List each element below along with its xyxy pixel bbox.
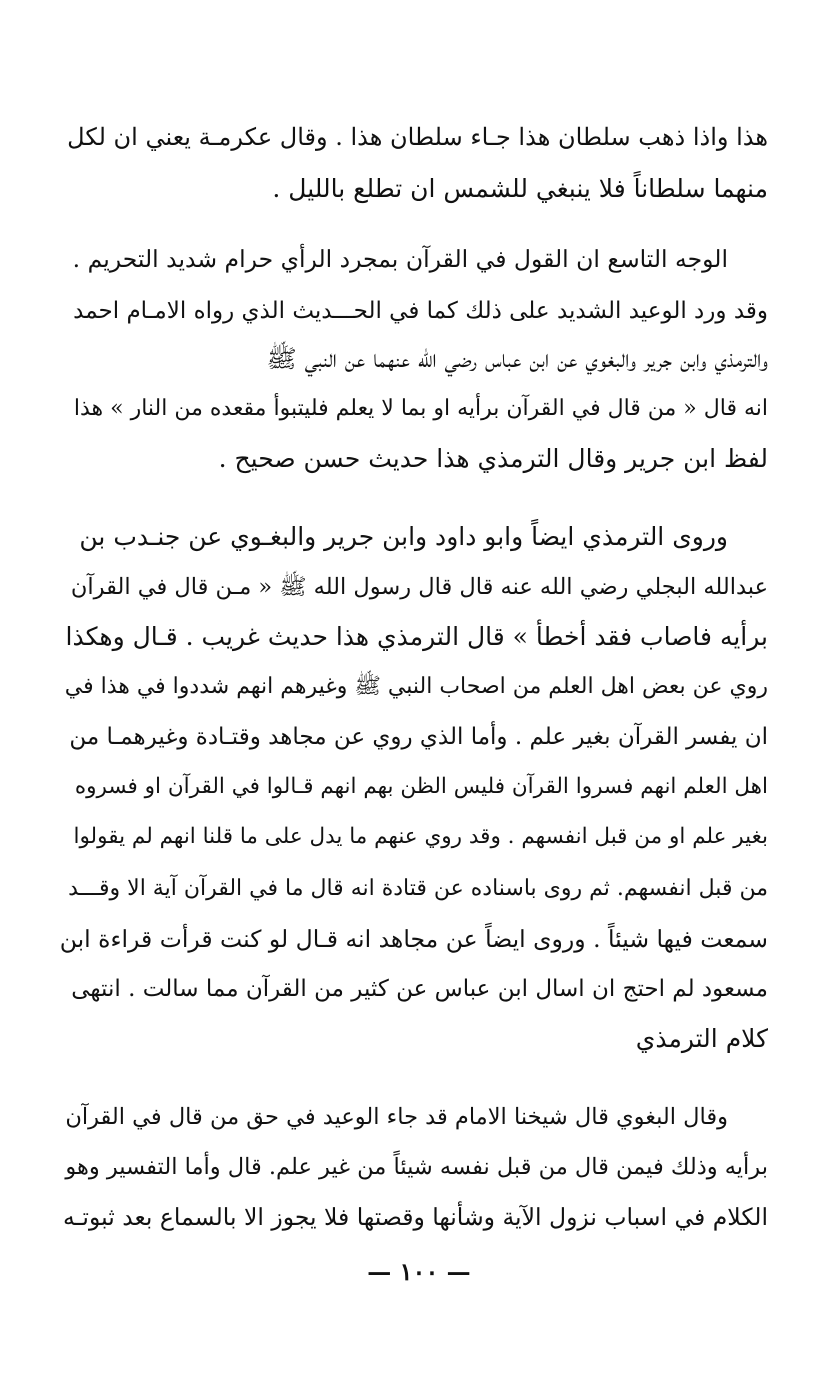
text-line: برأيه وذلك فيمن قال من قبل نفسه شيئاً من غير علم. قال وأما التفسير وهو: [65, 1154, 768, 1180]
text-line: وقال البغوي قال شيخنا الامام قد جاء الوعيد في حق من قال في القرآن: [65, 1104, 728, 1130]
text-line: وروى الترمذي ايضاً وابو داود وابن جرير والبغـوي عن جنـدب بن: [79, 522, 728, 551]
text-line: منهما سلطاناً فلا ينبغي للشمس ان تطلع بالليل .: [272, 174, 768, 203]
page-number: — ١٠٠ —: [367, 1257, 471, 1286]
text-line: ان يفسر القرآن بغير علم . وأما الذي روي عن مجاهد وقتـادة وغيرهمـا من: [69, 724, 768, 750]
text-line: وقد ورد الوعيد الشديد على ذلك كما في الحـــديث الذي رواه الامـام احمد: [73, 298, 768, 324]
text-line: اهل العلم انهم فسروا القرآن فليس الظن بهم انهم قـالوا في القرآن او فسروه: [74, 774, 768, 799]
text-line: لفظ ابن جرير وقال الترمذي هذا حديث حسن صحيح .: [218, 444, 768, 473]
text-line: انه قال « من قال في القرآن برأيه او بما لا يعلم فليتبوأ مقعده من النار » هذا: [73, 396, 768, 421]
text-line: برأيه فاصاب فقد أخطأ » قال الترمذي هذا حديث غريب . قـال وهكذا: [65, 622, 768, 651]
text-line: الوجه التاسع ان القول في القرآن بمجرد الرأي حرام شديد التحريم .: [72, 245, 728, 273]
text-line: هذا واذا ذهب سلطان هذا جـاء سلطان هذا . وقال عكرمـة يعني ان لكل: [67, 123, 768, 151]
text-line: سمعت فيها شيئاً . وروى ايضاً عن مجاهد انه قـال لو كنت قرأت قراءة ابن: [60, 925, 768, 953]
text-line: عبدالله البجلي رضي الله عنه قال قال رسول الله ﷺ « مـن قال في القرآن: [70, 574, 768, 600]
text-line: كلام الترمذي: [635, 1024, 768, 1053]
text-line: الكلام في اسباب نزول الآية وشأنها وقصتها فلا يجوز الا بالسماع بعد ثبوتـه: [62, 1203, 768, 1231]
text-line: من قبل انفسهم. ثم روى باسناده عن قتادة انه قال ما في القرآن آية الا وقـــد: [68, 876, 768, 901]
text-line: والترمذي وابن جرير والبغوي عن ابن عباس رضي الله عنهما عن النبي ﷺ: [266, 344, 768, 373]
text-line: روي عن بعض اهل العلم من اصحاب النبي ﷺ وغيرهم انهم شددوا في هذا في: [64, 674, 768, 699]
text-line: بغير علم او من قبل انفسهم . وقد روي عنهم ما يدل على ما قلنا انهم لم يقولوا: [73, 824, 768, 849]
text-line: مسعود لم احتج ان اسال ابن عباس عن كثير من القرآن مما سالت . انتهى: [71, 976, 768, 1002]
